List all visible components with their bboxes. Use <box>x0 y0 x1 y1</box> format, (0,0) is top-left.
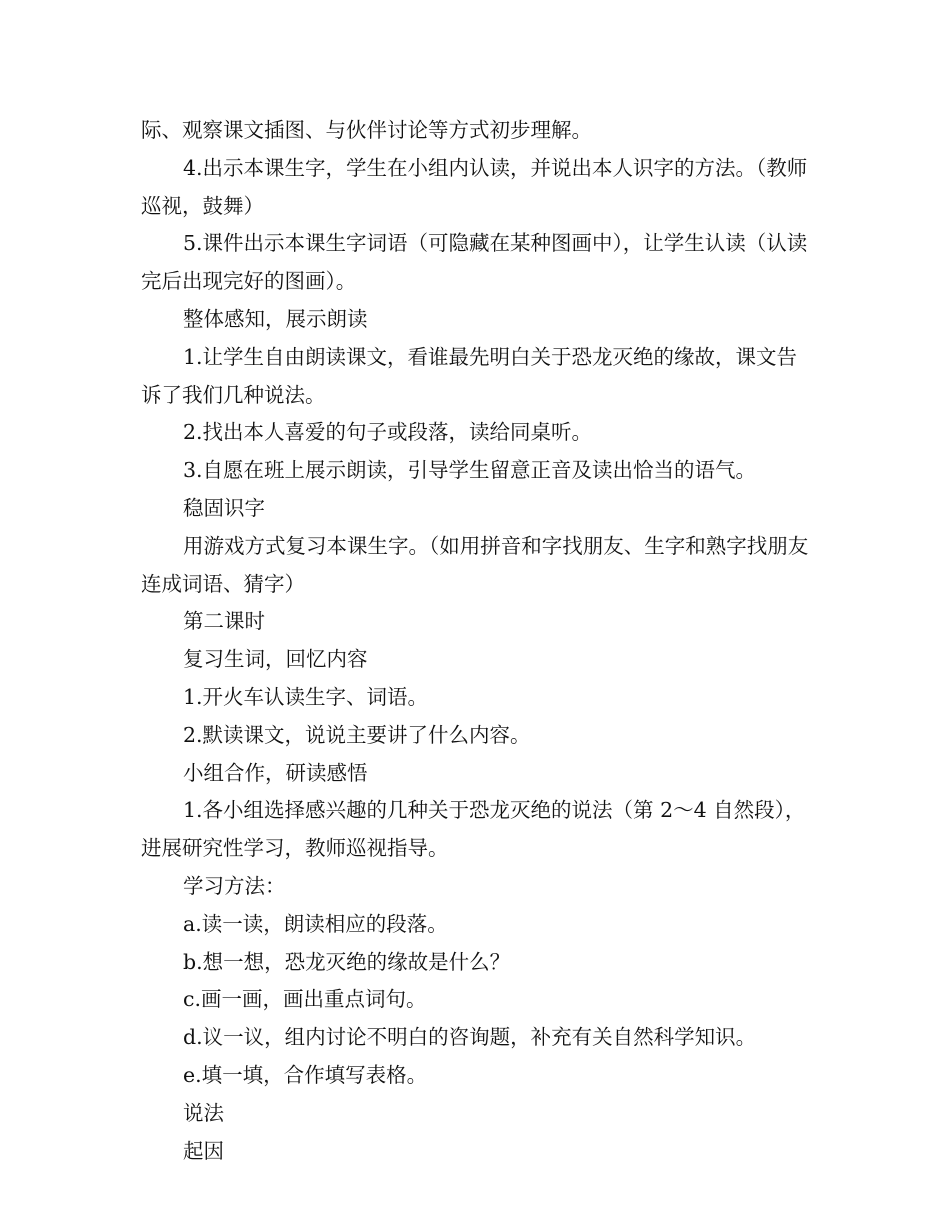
paragraph-step-5: 5.课件出示本课生字词语（可隐藏在某种图画中），让学生认读（认读完后出现完好的图画）。 <box>141 231 808 294</box>
list-item-method-e: e.填一填，合作填写表格。 <box>183 1062 428 1087</box>
list-item-method-d: d.议一议，组内讨论不明白的咨询题，补充有关自然科学知识。 <box>183 1025 757 1050</box>
paragraph-method-heading: 学习方法： <box>183 873 286 898</box>
paragraph-overall-1: 1.让学生自由朗读课文，看谁最先明白关于恐龙灭绝的缘故，课文告诉了我们几种说法。 <box>141 344 798 407</box>
section-heading-review: 复习生词，回忆内容 <box>183 647 368 672</box>
paragraph-review-1: 1.开火车认读生字、词语。 <box>183 684 429 709</box>
paragraph-step-4: 4.出示本课生字，学生在小组内认读，并说出本人识字的方法。（教师巡视，鼓舞） <box>141 155 808 218</box>
list-item-method-c: c.画一画，画出重点词句。 <box>183 987 427 1012</box>
list-item-method-a: a.读一读，朗读相应的段落。 <box>183 911 448 936</box>
table-label-cause: 起因 <box>183 1138 224 1163</box>
paragraph-overall-2: 2.找出本人喜爱的句子或段落，读给同桌听。 <box>183 420 593 445</box>
table-label-theory: 说法 <box>183 1100 224 1125</box>
paragraph-group-1: 1.各小组选择感兴趣的几种关于恐龙灭绝的说法（第 2～4 自然段），进展研究性学习，教师巡视指导。 <box>141 798 806 861</box>
section-heading-overall: 整体感知，展示朗读 <box>183 306 368 331</box>
paragraph-continuation: 际、观察课文插图、与伙伴讨论等方式初步理解。 <box>141 118 592 142</box>
paragraph-overall-3: 3.自愿在班上展示朗读，引导学生留意正音及读出恰当的语气。 <box>183 458 757 483</box>
document-body <box>141 112 813 1170</box>
list-item-method-b: b.想一想，恐龙灭绝的缘故是什么？ <box>183 949 511 974</box>
section-heading-consolidate: 稳固识字 <box>183 495 265 520</box>
section-heading-group-work: 小组合作，研读感悟 <box>183 760 368 785</box>
paragraph-review-2: 2.默读课文，说说主要讲了什么内容。 <box>183 722 531 747</box>
paragraph-game-review: 用游戏方式复习本课生字。（如用拼音和字找朋友、生字和熟字找朋友连成词语、猜字） <box>141 533 809 596</box>
section-heading-second-lesson: 第二课时 <box>183 609 265 634</box>
